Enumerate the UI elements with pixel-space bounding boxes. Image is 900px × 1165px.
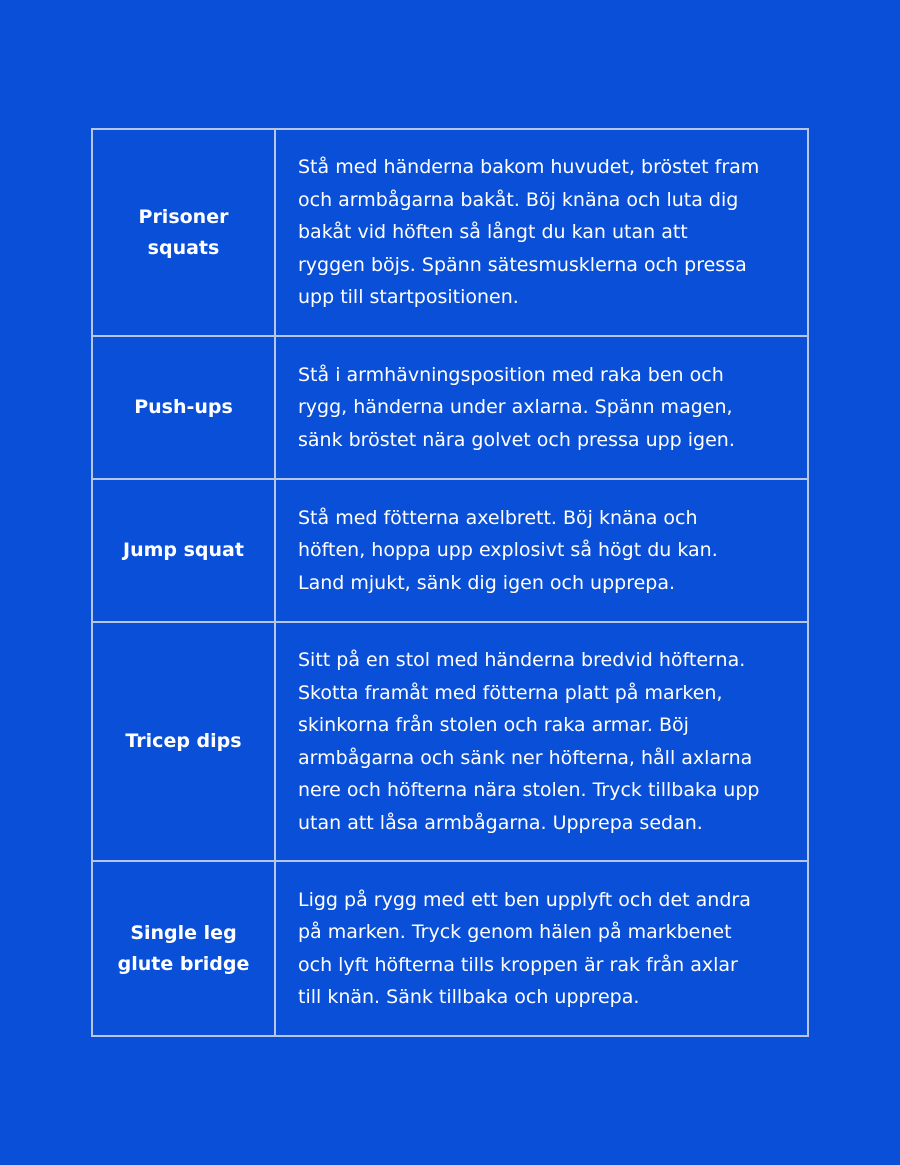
exercise-name-cell: [92, 479, 275, 622]
exercise-name-cell: [92, 622, 275, 861]
exercise-name-cell: [92, 129, 275, 336]
exercise-name: Tricep dips: [125, 730, 242, 752]
table-row: [92, 129, 808, 336]
exercise-name-cell: [92, 861, 275, 1036]
exercise-name: Single leg glute bridge: [117, 921, 250, 975]
exercise-description: Stå med händerna bakom huvudet, bröstet fram och armbågarna bakåt. Böj knäna och luta dig bakåt vid höften så långt du kan utan att ryggen böjs. Spänn sätesmusklerna och pressa upp till startpositionen.: [298, 156, 760, 309]
exercise-description-cell: [275, 129, 808, 336]
exercise-description-cell: [275, 622, 808, 861]
exercise-description-cell: [275, 479, 808, 622]
exercise-name-cell: [92, 336, 275, 479]
table-row: [92, 336, 808, 479]
table-row: [92, 622, 808, 861]
table-row: [92, 479, 808, 622]
exercise-description: Sitt på en stol med händerna bredvid höfterna. Skotta framåt med fötterna platt på marken, skinkorna från stolen och raka armar. Böj armbågarna och sänk ner höfterna, håll axlarna nere och höfterna nära stolen. Tryck tillbaka upp utan att låsa armbågarna. Upprepa sedan.: [298, 649, 760, 834]
exercise-description: Ligg på rygg med ett ben upplyft och det andra på marken. Tryck genom hälen på markbenet och lyft höfterna tills kroppen är rak från axlar till knän. Sänk tillbaka och upprepa.: [298, 888, 751, 1008]
exercise-name: Jump squat: [123, 539, 244, 561]
table-row: [92, 861, 808, 1036]
exercise-description: Stå i armhävningsposition med raka ben och rygg, händerna under axlarna. Spänn magen, sänk bröstet nära golvet och pressa upp igen.: [298, 363, 735, 451]
exercise-description-cell: [275, 336, 808, 479]
exercise-description: Stå med fötterna axelbrett. Böj knäna och höften, hoppa upp explosivt så högt du kan. Land mjukt, sänk dig igen och upprepa.: [298, 506, 718, 594]
exercise-name: Prisoner squats: [138, 205, 229, 259]
exercise-name: Push-ups: [134, 396, 233, 418]
exercise-description-cell: [275, 861, 808, 1036]
exercise-table: [91, 128, 809, 1037]
